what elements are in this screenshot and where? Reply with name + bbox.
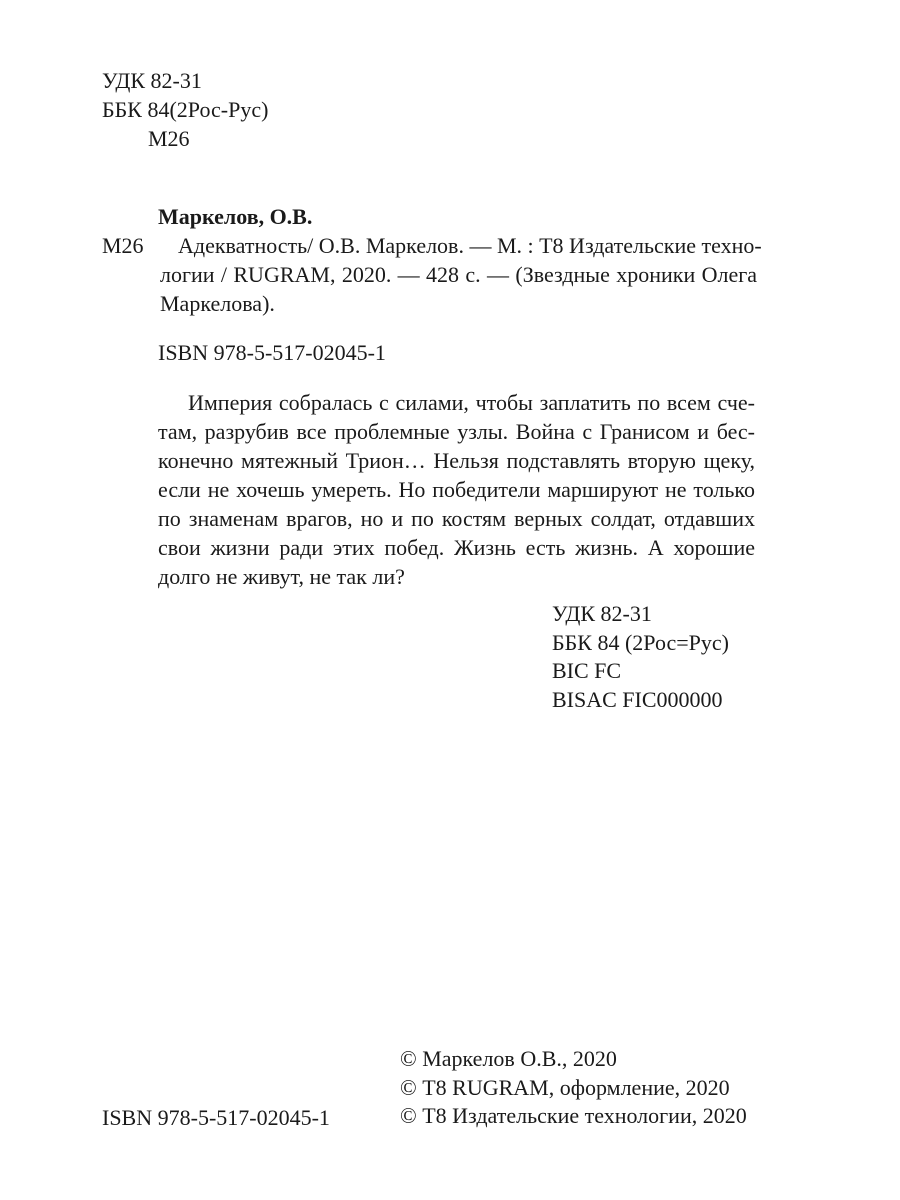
bib-line: логии / RUGRAM, 2020. — 428 с. — (Звездные хроники Олега bbox=[160, 262, 757, 287]
classification-bisac: BISAC FIC000000 bbox=[552, 686, 723, 712]
bib-mark: М26 bbox=[102, 233, 144, 258]
bib-line: Маркелова). bbox=[160, 291, 275, 316]
copyright-line: © Маркелов О.В., 2020 bbox=[400, 1046, 617, 1071]
header-udk: УДК 82-31 bbox=[102, 68, 202, 93]
annotation-line: если не хочешь умереть. Но победители маршируют не только bbox=[158, 477, 755, 502]
annotation-line: свои жизни ради этих побед. Жизнь есть жизнь. А хорошие bbox=[158, 535, 755, 560]
bib-isbn: ISBN 978-5-517-02045-1 bbox=[158, 340, 386, 365]
copyright-line: © Т8 Издательские технологии, 2020 bbox=[400, 1103, 747, 1128]
annotation-line: там, разрубив все проблемные узлы. Война с Гранисом и бес- bbox=[158, 419, 755, 444]
copyright-line: © Т8 RUGRAM, оформление, 2020 bbox=[400, 1074, 730, 1100]
bib-line: Адекватность/ О.В. Маркелов. — М. : Т8 Издательские техно- bbox=[178, 233, 762, 258]
classification-bic: BIC FC bbox=[552, 658, 622, 683]
bib-description bbox=[160, 231, 762, 318]
annotation bbox=[158, 388, 755, 591]
classification-udk: УДК 82-31 bbox=[552, 601, 652, 626]
annotation-line: конечно мятежный Трион… Нельзя подставлять вторую щеку, bbox=[158, 448, 755, 473]
classification-bbk: ББК 84 (2Рос=Рус) bbox=[552, 629, 729, 655]
annotation-line: Империя собралась с силами, чтобы заплатить по всем сче- bbox=[188, 390, 755, 415]
header-bbk: ББК 84(2Рос-Рус) bbox=[102, 97, 269, 122]
classification-block bbox=[552, 600, 729, 714]
copyright-block bbox=[400, 1045, 747, 1131]
footer-isbn: ISBN 978-5-517-02045-1 bbox=[102, 1105, 330, 1130]
annotation-line: долго не живут, не так ли? bbox=[158, 564, 405, 589]
annotation-line: по знаменам врагов, но и по костям верных солдат, отдавших bbox=[158, 506, 755, 531]
bib-author: Маркелов, О.В. bbox=[158, 204, 313, 229]
header-author-mark: М26 bbox=[148, 126, 190, 151]
